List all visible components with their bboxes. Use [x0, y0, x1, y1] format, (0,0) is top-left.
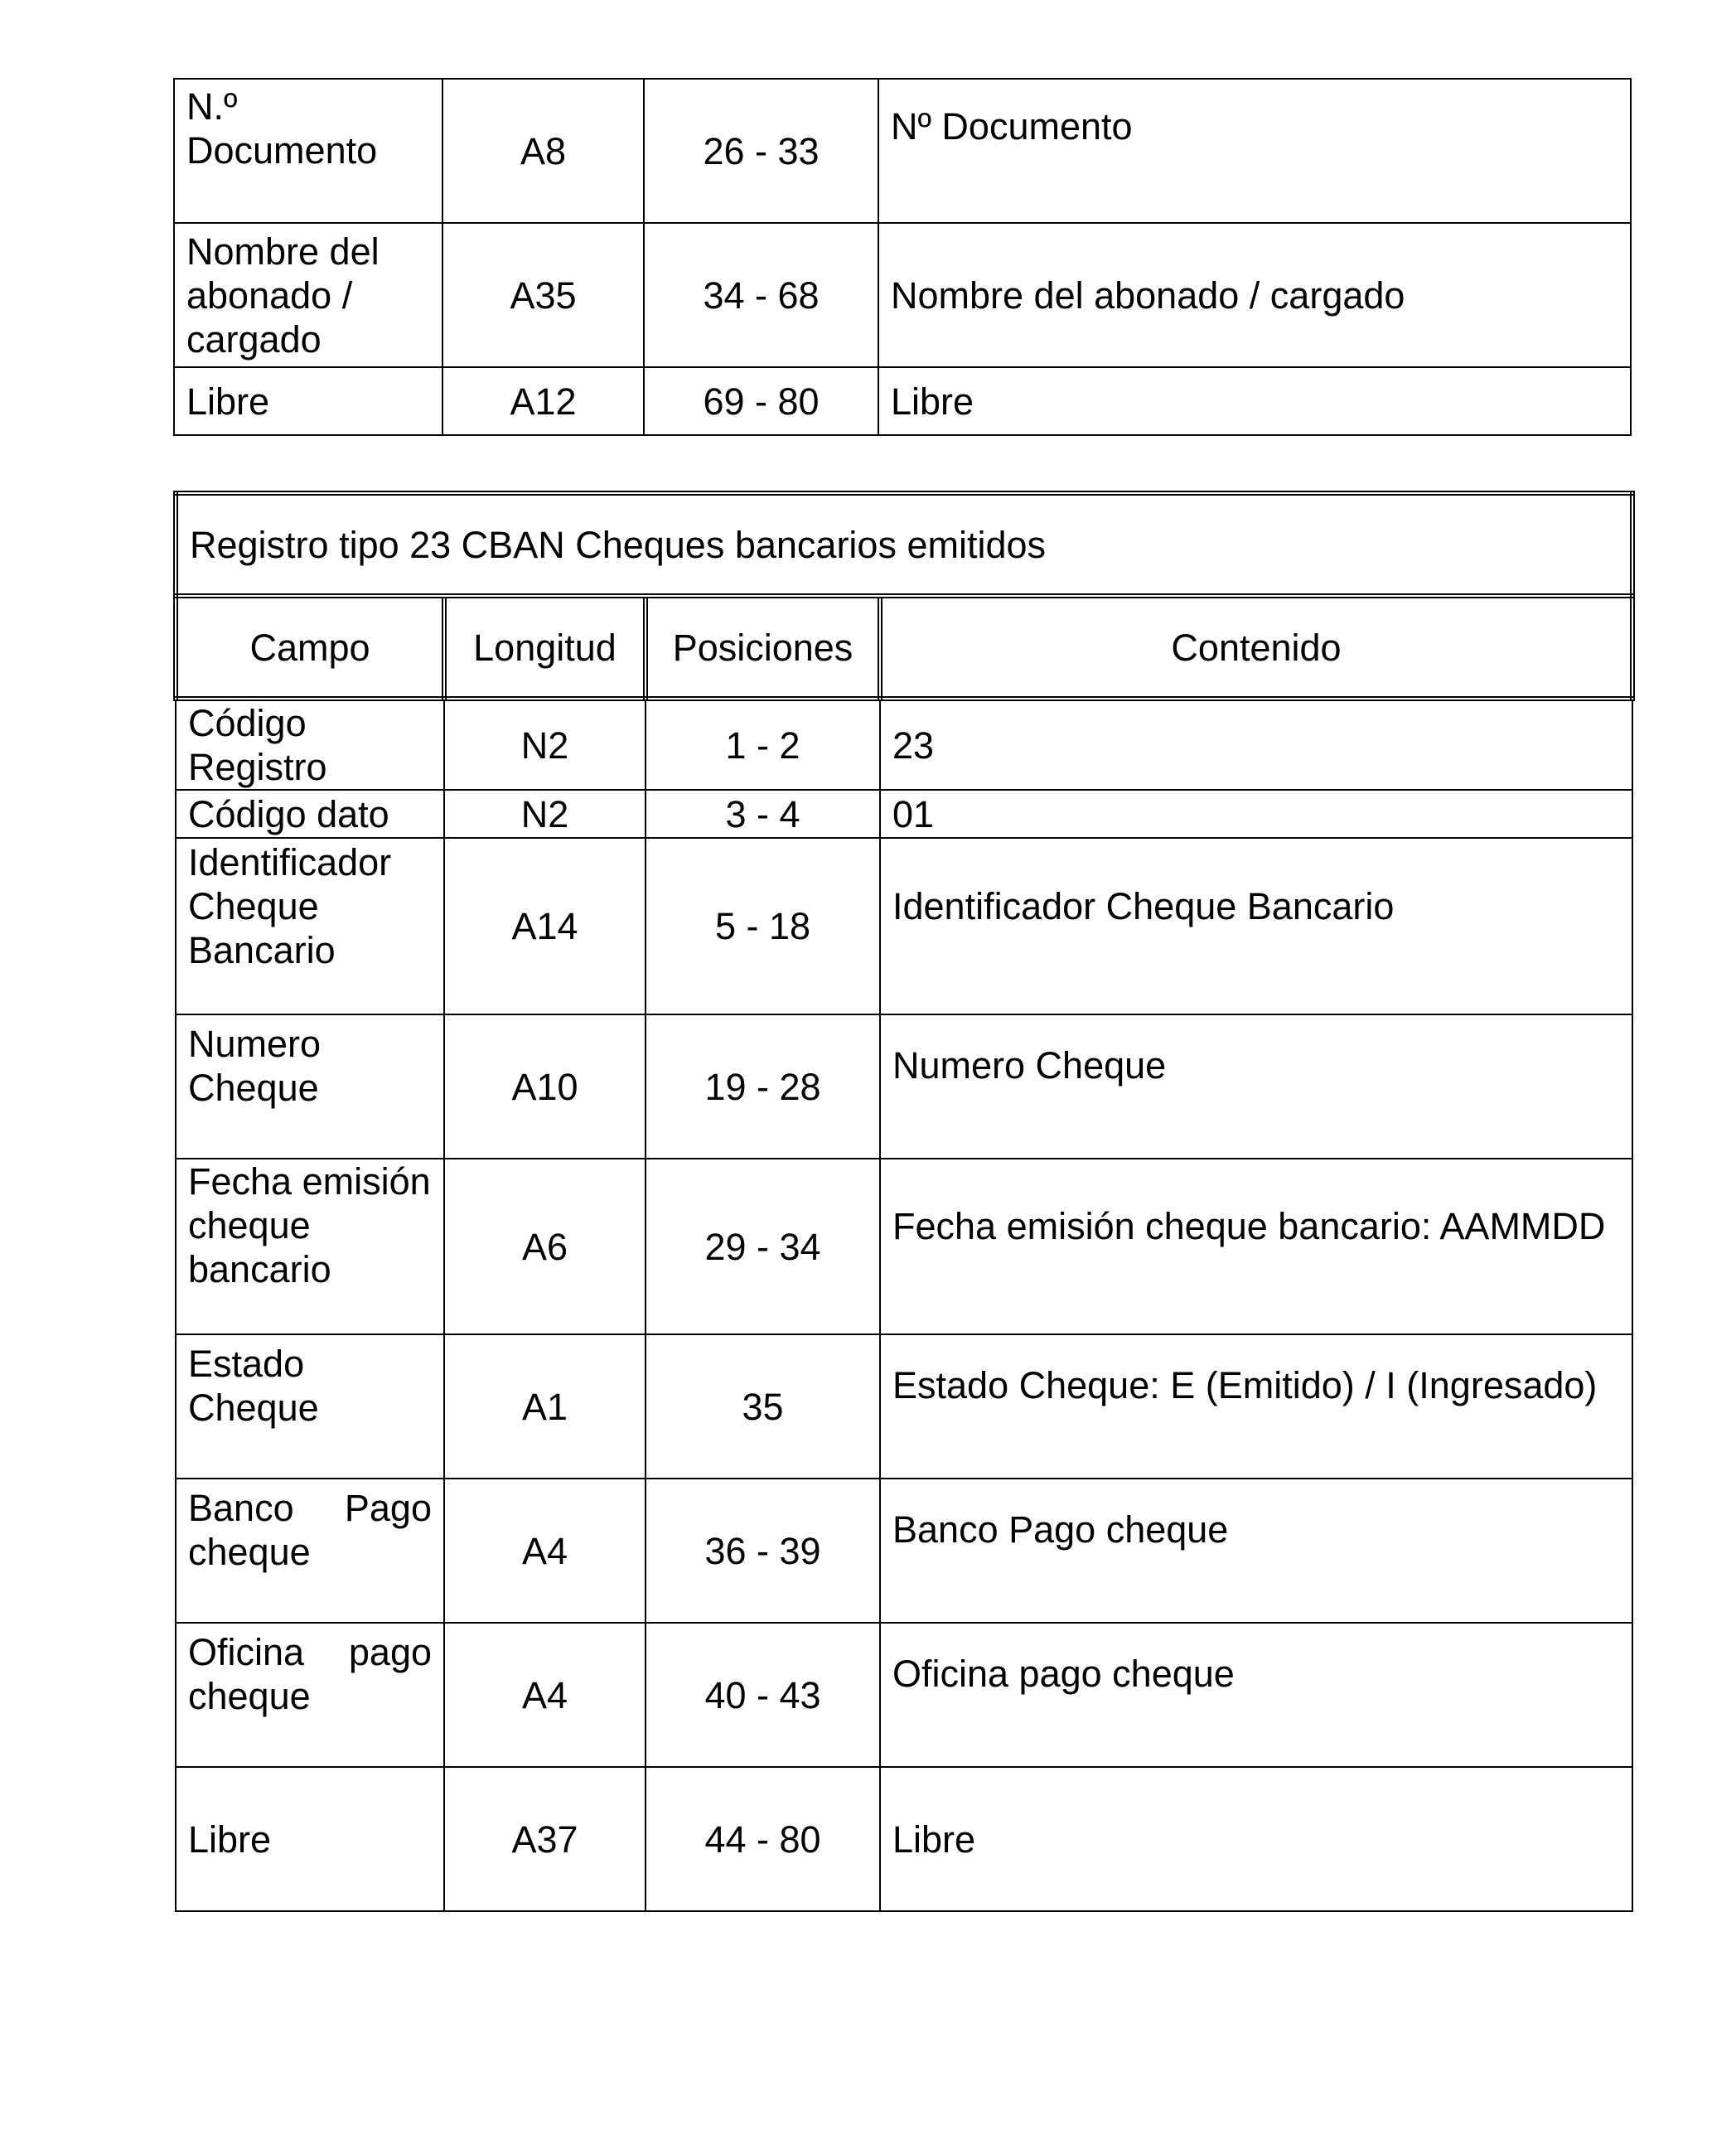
- table-row: [176, 1767, 1632, 1911]
- contenido-cell: Estado Cheque: E (Emitido) / I (Ingresado): [880, 1334, 1632, 1479]
- header-posiciones: Posiciones: [646, 596, 880, 699]
- posiciones-cell: 29 - 34: [646, 1159, 880, 1334]
- contenido-cell: Numero Cheque: [880, 1014, 1632, 1159]
- record-type-23-table: [173, 491, 1635, 1912]
- posiciones-cell: 69 - 80: [644, 367, 878, 435]
- table-title: Registro tipo 23 CBAN Cheques bancarios emitidos: [176, 493, 1632, 596]
- posiciones-cell: 3 - 4: [646, 790, 880, 838]
- contenido-cell: Banco Pago cheque: [880, 1479, 1632, 1623]
- top-record-table: [173, 78, 1632, 436]
- table-row: [176, 1159, 1632, 1334]
- posiciones-cell: 19 - 28: [646, 1014, 880, 1159]
- contenido-cell: Fecha emisión cheque bancario: AAMMDD: [880, 1159, 1632, 1334]
- table-row: [176, 699, 1632, 790]
- contenido-cell: Oficina pago cheque: [880, 1623, 1632, 1767]
- campo-cell: Libre: [176, 1767, 444, 1911]
- longitud-cell: A4: [444, 1479, 646, 1623]
- campo-cell: Estado Cheque: [176, 1334, 444, 1479]
- campo-cell: Código dato: [176, 790, 444, 838]
- posiciones-cell: 40 - 43: [646, 1623, 880, 1767]
- campo-cell: Nombre del abonado / cargado: [174, 223, 442, 367]
- longitud-cell: N2: [444, 790, 646, 838]
- longitud-cell: A4: [444, 1623, 646, 1767]
- longitud-cell: A1: [444, 1334, 646, 1479]
- header-campo: Campo: [176, 596, 444, 699]
- longitud-cell: A6: [444, 1159, 646, 1334]
- campo-cell: Banco Pago cheque: [176, 1479, 444, 1623]
- contenido-cell: Libre: [878, 367, 1631, 435]
- table-row: [174, 79, 1631, 223]
- table-row: [176, 1334, 1632, 1479]
- posiciones-cell: 26 - 33: [644, 79, 878, 223]
- longitud-cell: A14: [444, 838, 646, 1014]
- campo-cell: Oficina pago cheque: [176, 1623, 444, 1767]
- campo-cell: Identificador Cheque Bancario: [176, 838, 444, 1014]
- contenido-cell: Identificador Cheque Bancario: [880, 838, 1632, 1014]
- contenido-cell: Nº Documento: [878, 79, 1631, 223]
- campo-cell: N.º Documento: [174, 79, 442, 223]
- contenido-cell: Nombre del abonado / cargado: [878, 223, 1631, 367]
- contenido-cell: 01: [880, 790, 1632, 838]
- posiciones-cell: 34 - 68: [644, 223, 878, 367]
- longitud-cell: A37: [444, 1767, 646, 1911]
- table-row: [174, 367, 1631, 435]
- table-title-row: [176, 493, 1632, 596]
- campo-cell: Numero Cheque: [176, 1014, 444, 1159]
- longitud-cell: A35: [442, 223, 644, 367]
- campo-cell: Fecha emisión cheque bancario: [176, 1159, 444, 1334]
- table-header-row: [176, 596, 1632, 699]
- table-row: [174, 223, 1631, 367]
- campo-cell: Código Registro: [176, 699, 444, 790]
- header-longitud: Longitud: [444, 596, 646, 699]
- contenido-cell: Libre: [880, 1767, 1632, 1911]
- longitud-cell: A12: [442, 367, 644, 435]
- table-row: [176, 838, 1632, 1014]
- longitud-cell: A8: [442, 79, 644, 223]
- table-row: [176, 790, 1632, 838]
- table-row: [176, 1623, 1632, 1767]
- table-row: [176, 1014, 1632, 1159]
- contenido-cell: 23: [880, 699, 1632, 790]
- campo-cell: Libre: [174, 367, 442, 435]
- header-contenido: Contenido: [880, 596, 1632, 699]
- posiciones-cell: 35: [646, 1334, 880, 1479]
- posiciones-cell: 5 - 18: [646, 838, 880, 1014]
- posiciones-cell: 44 - 80: [646, 1767, 880, 1911]
- posiciones-cell: 1 - 2: [646, 699, 880, 790]
- table-row: [176, 1479, 1632, 1623]
- longitud-cell: A10: [444, 1014, 646, 1159]
- posiciones-cell: 36 - 39: [646, 1479, 880, 1623]
- longitud-cell: N2: [444, 699, 646, 790]
